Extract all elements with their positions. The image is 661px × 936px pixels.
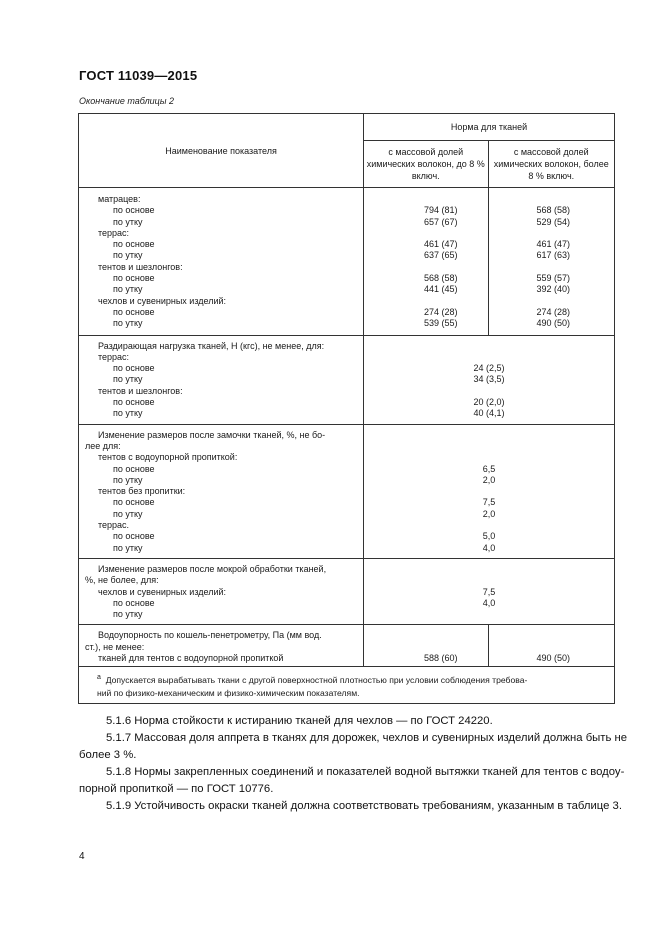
g1-values-b: 568 (58) 529 (54) 461 (47) 617 (63) 559 (57) 392 (40) 274 (28) 490 (50)	[488, 188, 615, 336]
g2-labels: Раздирающая нагрузка тканей, Н (кгс), не менее, для: террас: по основе по утку тентов и шезлонгов: по основе по утку	[79, 335, 364, 424]
g5-labels: Водоупорность по кошель-пенетрометру, Па (мм вод. ст.), не менее: тканей для тентов с водоупорной пропиткой	[79, 625, 364, 667]
g1-values-a: 794 (81) 657 (67) 461 (47) 637 (65) 568 (58) 441 (45) 274 (28) 539 (55)	[364, 188, 488, 336]
footnote-text-2: ний по физико-механическим и физико-химическим показателям.	[97, 687, 360, 698]
g4-values: 7,5 4,0	[364, 558, 615, 624]
table-row	[79, 335, 615, 424]
g3-labels: Изменение размеров после замочки тканей, %, не бо- лее для: тентов с водоупорной пропиткой: по основе по утку тентов без пропитки: по основе по утку террас. по основе по утку	[79, 424, 364, 558]
col-header-under-8: с массовой долей химических волокон, до 8 % включ.	[364, 141, 488, 188]
g3-values: 6,5 2,0 7,5 2,0 5,0 4,0	[364, 424, 615, 558]
table-row	[79, 625, 615, 667]
col-header-over-8: с массовой долей химических волокон, более 8 % включ.	[488, 141, 615, 188]
table-row	[79, 558, 615, 624]
g5-value-b: 490 (50)	[488, 625, 615, 667]
document-title: ГОСТ 11039—2015	[79, 68, 198, 83]
norms-table	[78, 113, 615, 704]
table-row	[79, 188, 615, 336]
para-5-1-7-line1: 5.1.7 Массовая доля аппрета в тканях для дорожек, чехлов и сувенирных изделий должна быть не	[106, 732, 628, 744]
g4-labels: Изменение размеров после мокрой обработки тканей, %, не более, для: чехлов и сувенирных изделий: по основе по утку	[79, 558, 364, 624]
para-5-1-8-line2: порной пропиткой — по ГОСТ 10776.	[79, 783, 274, 795]
col-header-norm: Норма для тканей	[364, 114, 615, 141]
g1-labels: матрацев: по основе по утку террас: по основе по утку тентов и шезлонгов: по основе по утку чехлов и сувенирных изделий: по основе по утку	[79, 188, 364, 336]
g2-values: 24 (2,5) 34 (3,5) 20 (2,0) 40 (4,1)	[364, 335, 615, 424]
para-5-1-9: 5.1.9 Устойчивость окраски тканей должна соответствовать требованиям, указанным в таблице 3.	[106, 800, 622, 812]
col-header-indicator: Наименование показателя	[79, 114, 364, 188]
g5-value-a: 588 (60)	[364, 625, 488, 667]
table-footnote	[79, 667, 615, 704]
table-caption: Окончание таблицы 2	[79, 96, 174, 106]
table-row	[79, 424, 615, 558]
para-5-1-6: 5.1.6 Норма стойкости к истиранию тканей для чехлов — по ГОСТ 24220.	[106, 715, 493, 727]
footnote-text-1: Допускается вырабатывать ткани с другой поверхностной плотностью при условии соблюдения требова-	[105, 675, 528, 686]
page-number: 4	[79, 851, 85, 862]
para-5-1-7-line2: более 3 %.	[79, 749, 137, 761]
footnote-mark: a	[97, 674, 101, 682]
para-5-1-8-line1: 5.1.8 Нормы закрепленных соединений и показателей водной вытяжки тканей для тентов с водоу-	[106, 766, 625, 778]
